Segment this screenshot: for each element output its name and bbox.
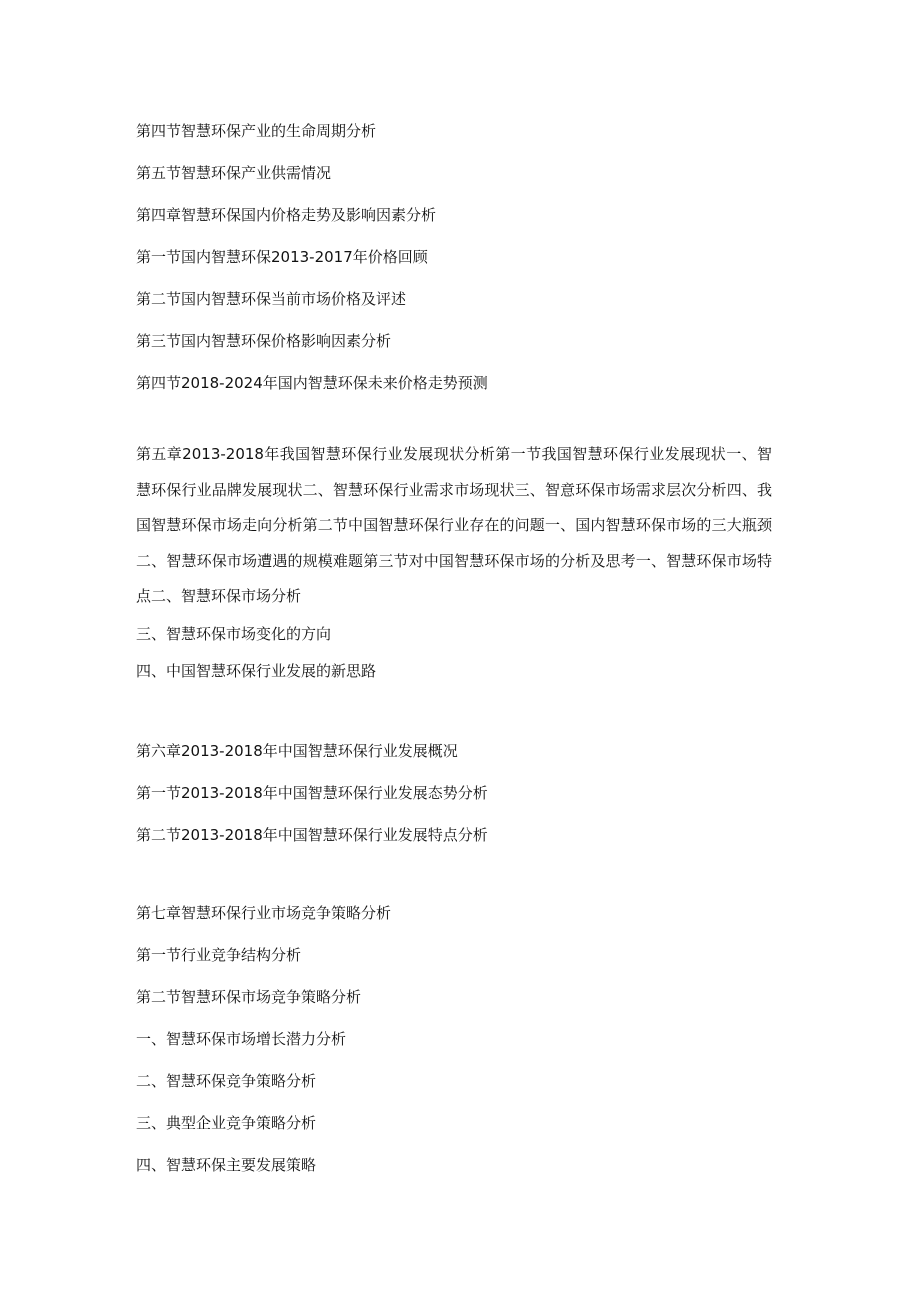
- chapter5-paragraph: 第五章2013-2018年我国智慧环保行业发展现状分析第一节我国智慧环保行业发展现状一、智慧环保行业品牌发展现状二、智慧环保行业需求市场现状三、智意环保市场需求层次分析四、我国智慧环保市场走向分析第二节中国智慧环保行业存在的问题一、国内智慧环保市场的三大瓶颈二、智慧环保市场遭遇的规模难题第三节对中国智慧环保市场的分析及思考一、智慧环保市场特点二、智慧环保市场分析: [136, 445, 772, 605]
- toc-line: 第二节国内智慧环保当前市场价格及评述: [136, 290, 407, 308]
- toc-line: 四、智慧环保主要发展策略: [136, 1156, 317, 1174]
- toc-line: 第一节2013-2018年中国智慧环保行业发展态势分析: [136, 784, 488, 802]
- toc-chapter-heading: 第四章智慧环保国内价格走势及影响因素分析: [136, 206, 437, 224]
- toc-line: 第一节国内智慧环保2013-2017年价格回顾: [136, 248, 428, 266]
- toc-line: 三、智慧环保市场变化的方向: [136, 625, 332, 643]
- toc-line: 第二节智慧环保市场竞争策略分析: [136, 988, 362, 1006]
- toc-line: 第二节2013-2018年中国智慧环保行业发展特点分析: [136, 826, 488, 844]
- toc-chapter-heading: 第七章智慧环保行业市场竞争策略分析: [136, 904, 392, 922]
- toc-line: 第四节智慧环保产业的生命周期分析: [136, 122, 377, 140]
- toc-line: 四、中国智慧环保行业发展的新思路: [136, 662, 377, 680]
- toc-line: 二、智慧环保竞争策略分析: [136, 1072, 317, 1090]
- toc-line: 一、智慧环保市场增长潜力分析: [136, 1030, 347, 1048]
- toc-line: 第五节智慧环保产业供需情况: [136, 164, 332, 182]
- toc-line: 第三节国内智慧环保价格影响因素分析: [136, 332, 392, 350]
- toc-line: 第一节行业竞争结构分析: [136, 946, 302, 964]
- toc-line: 三、典型企业竞争策略分析: [136, 1114, 317, 1132]
- toc-chapter-heading: 第六章2013-2018年中国智慧环保行业发展概况: [136, 742, 458, 760]
- toc-line: 第四节2018-2024年国内智慧环保未来价格走势预测: [136, 374, 488, 392]
